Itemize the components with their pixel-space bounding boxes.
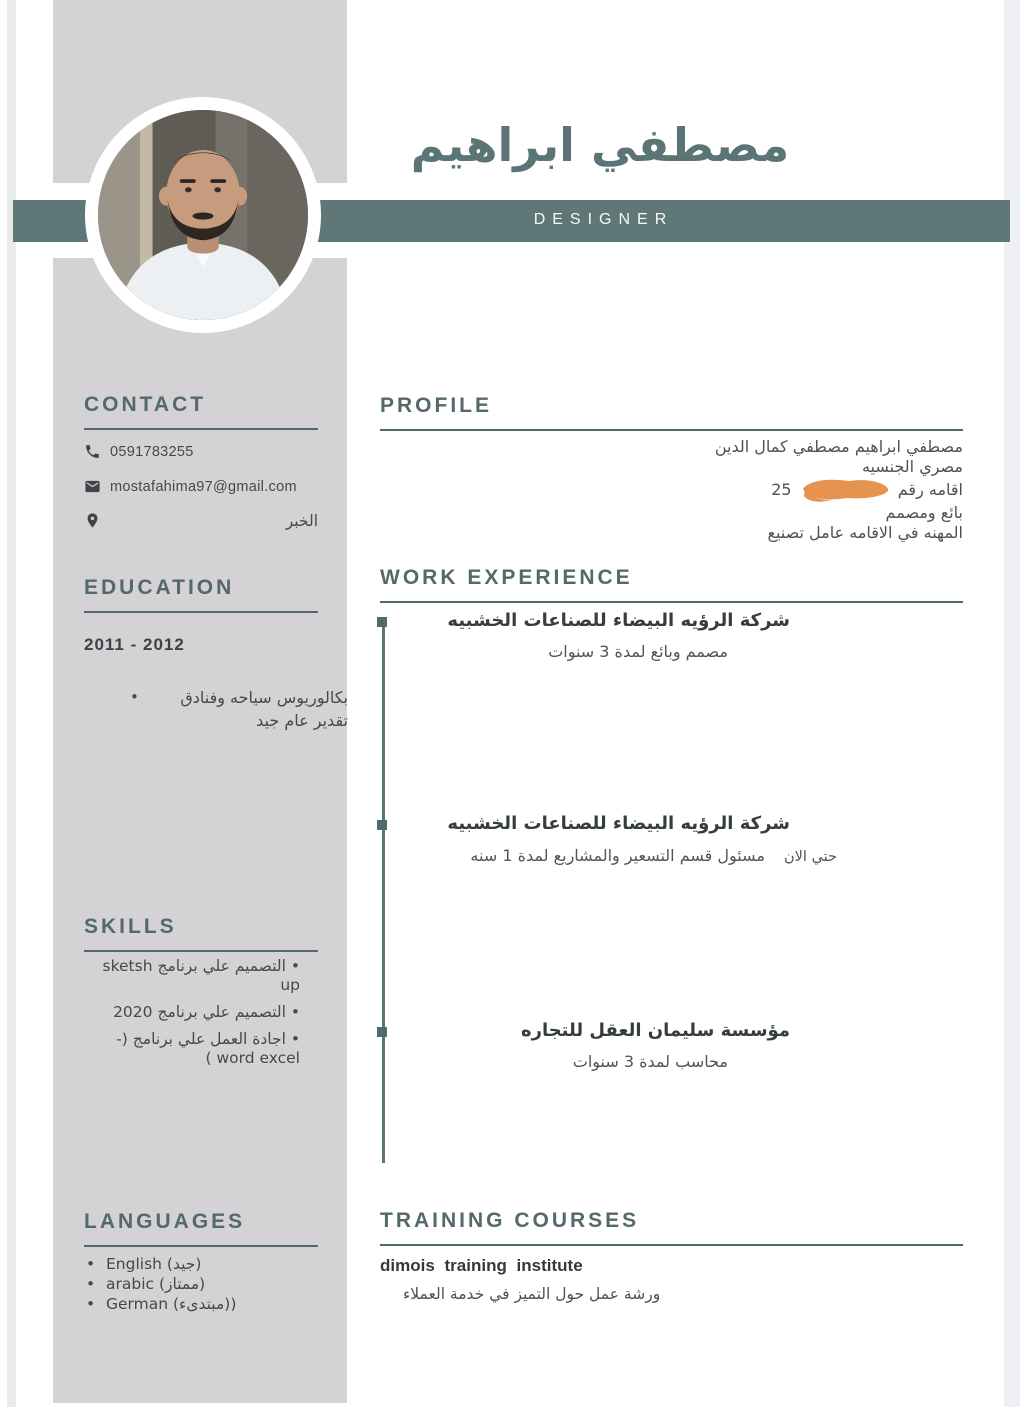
languages-list <box>86 1254 236 1314</box>
contact-phone-value: 0591783255 <box>110 444 194 460</box>
skill-item: • اجادة العمل علي برنامج (- word excel ) <box>98 1030 300 1068</box>
work-experience-heading: WORK EXPERIENCE <box>380 566 963 603</box>
training-courses-heading: TRAINING COURSES <box>380 1209 963 1246</box>
work-entry-company: مؤسسة سليمان العقل للتجاره <box>520 1020 790 1041</box>
job-title: DESIGNER <box>533 211 674 228</box>
work-entry-role: مصمم وبائع لمدة 3 سنوات <box>548 642 728 661</box>
profile-line: بائع ومصمم <box>885 503 963 522</box>
work-entry <box>400 610 790 661</box>
profile-photo-ring <box>85 97 321 333</box>
timeline-marker <box>377 1027 387 1037</box>
residence-prefix: اقامه رقم <box>897 480 963 499</box>
language-item: • English (جيد) <box>86 1254 236 1274</box>
profile-line-residence <box>500 477 963 503</box>
profile-line: المهنه في الاقامه عامل تصنيع <box>767 523 963 542</box>
residence-suffix: 25 <box>771 480 792 499</box>
education-item-text: بكالوريوس سياحه وفنادق تقدير عام جيد <box>180 688 348 730</box>
work-entry-role: محاسب لمدة 3 سنوات <box>572 1052 728 1071</box>
contact-location-value: الخبر <box>285 512 318 530</box>
skill-item: • التصميم علي برنامج sketsh up <box>98 957 300 995</box>
work-entry-company: شركة الرؤيه البيضاء للصناعات الخشبيه <box>447 813 790 834</box>
profile-line: مصطفي ابراهيم مصطفي كمال الدين <box>714 437 963 456</box>
languages-heading: LANGUAGES <box>84 1210 318 1247</box>
work-entry-role-row <box>400 846 837 865</box>
work-entry-date-note: حتي الان <box>784 849 837 865</box>
profile-summary <box>500 437 963 543</box>
timeline-line <box>382 617 385 1163</box>
language-item: • German (مبتدىء)) <box>86 1294 236 1314</box>
training-course-title: ورشة عمل حول التميز في خدمة العملاء <box>403 1285 661 1303</box>
email-icon <box>84 478 101 495</box>
bullet-marker: • <box>130 688 139 706</box>
orange-redaction-scribble <box>799 477 891 503</box>
profile-heading: PROFILE <box>380 394 963 431</box>
education-period: 2011 - 2012 <box>84 635 185 654</box>
skills-list <box>98 957 300 1076</box>
education-item <box>130 686 348 732</box>
education-heading: EDUCATION <box>84 576 318 613</box>
portrait-illustration <box>98 110 308 320</box>
candidate-name: مصطفي ابراهيم <box>410 118 790 172</box>
work-entry-role: مسئول قسم التسعير والمشاريع لمدة 1 سنه <box>470 846 765 865</box>
contact-email-value: mostafahima97@gmail.com <box>110 479 297 495</box>
work-entry <box>400 1020 790 1071</box>
profile-line: مصري الجنسيه <box>861 457 963 476</box>
timeline-marker <box>377 820 387 830</box>
profile-photo <box>98 110 308 320</box>
timeline-marker <box>377 617 387 627</box>
skill-item: • التصميم علي برنامج 2020 <box>98 1003 300 1022</box>
language-item: • arabic (ممتاز) <box>86 1274 236 1294</box>
contact-heading: CONTACT <box>84 393 318 430</box>
skills-heading: SKILLS <box>84 915 318 952</box>
work-entry <box>400 813 790 834</box>
work-entry-company: شركة الرؤيه البيضاء للصناعات الخشبيه <box>447 610 790 631</box>
location-pin-icon <box>84 512 101 529</box>
training-institute: dimois training institute <box>380 1256 583 1275</box>
phone-icon <box>84 443 101 460</box>
